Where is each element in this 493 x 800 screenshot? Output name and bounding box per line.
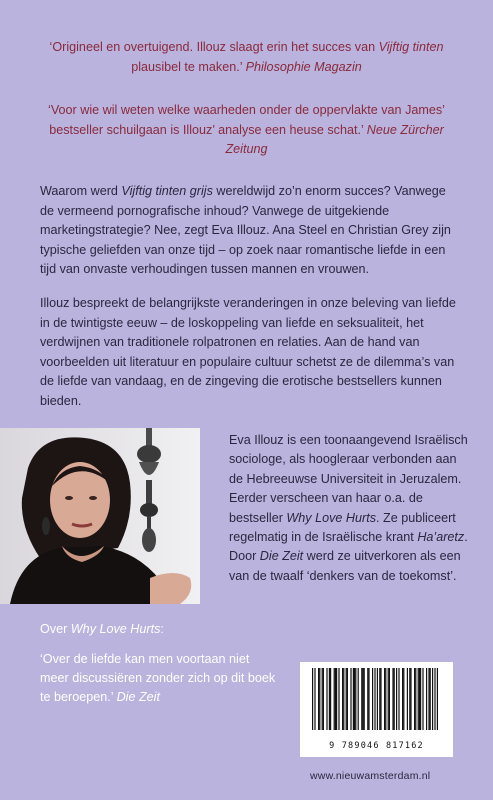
isbn-digits: 9 789046 817162 — [329, 741, 424, 751]
author-bio: Eva Illouz is een toonaangevend Israëlisch sociologe, als hoogleraar verbonden aan de Hebreeuwse Universiteit in Jeruzalem. Eerder verscheen van haar o.a. de bestseller Why Love Hurts. Ze publiceert regelmatig in de Israëlische krant Ha’aretz. Door Die Zeit werd ze uitverkoren als een van de twaalf ‘denkers van de toekomst’. — [229, 433, 468, 583]
barcode-bars — [300, 662, 453, 742]
review-quote-nzz: ‘Voor wie wil weten welke waarheden onder de oppervlakte van James’ bestseller schuilgaan is Illouz’ analyse een heuse schat.’ Neue Zürcher Zeitung — [48, 103, 445, 156]
over-heading: Over Why Love Hurts: — [40, 622, 164, 636]
review-quote-philosophie: ‘Origineel en overtuigend. Illouz slaagt erin het succes van Vijftig tinten plausibel te maken.’ Philosophie Magazin — [49, 40, 444, 74]
review-quotes — [40, 38, 453, 184]
author-portrait-image — [0, 428, 200, 604]
blurb-paragraph-2: Illouz bespreekt de belangrijkste veranderingen in onze beleving van liefde in de twintigste eeuw – de loskoppeling van liefde en seksualiteit, het verdwijnen van traditionele rolpatronen en relaties. Aan de hand van voorbeelden uit literatuur en populaire cultuur schetst ze de dilemma’s van de liefde van vandaag, en de zingeving die erotische bestsellers kunnen bieden. — [40, 296, 456, 408]
blurb-paragraph-1: Waarom werd Vijftig tinten grijs wereldwijd zo’n enorm succes? Vanwege de vermeend pornografische inhoud? Vanwege de uitgekiende marketingstrategie? Nee, zegt Eva Illouz. Ana Steel en Christian Grey zijn typische geliefden van onze tijd – op zoek naar romantische liefde in een tijd van onvaste verhoudingen tussen mannen en vrouwen. — [40, 184, 451, 277]
publisher-website: www.nieuwamsterdam.nl — [310, 770, 431, 782]
over-quote: ‘Over de liefde kan men voortaan niet meer discussiëren zonder zich op dit boek te beroepen.’ Die Zeit — [40, 652, 276, 704]
author-photo — [0, 428, 200, 604]
isbn-barcode — [300, 662, 453, 757]
